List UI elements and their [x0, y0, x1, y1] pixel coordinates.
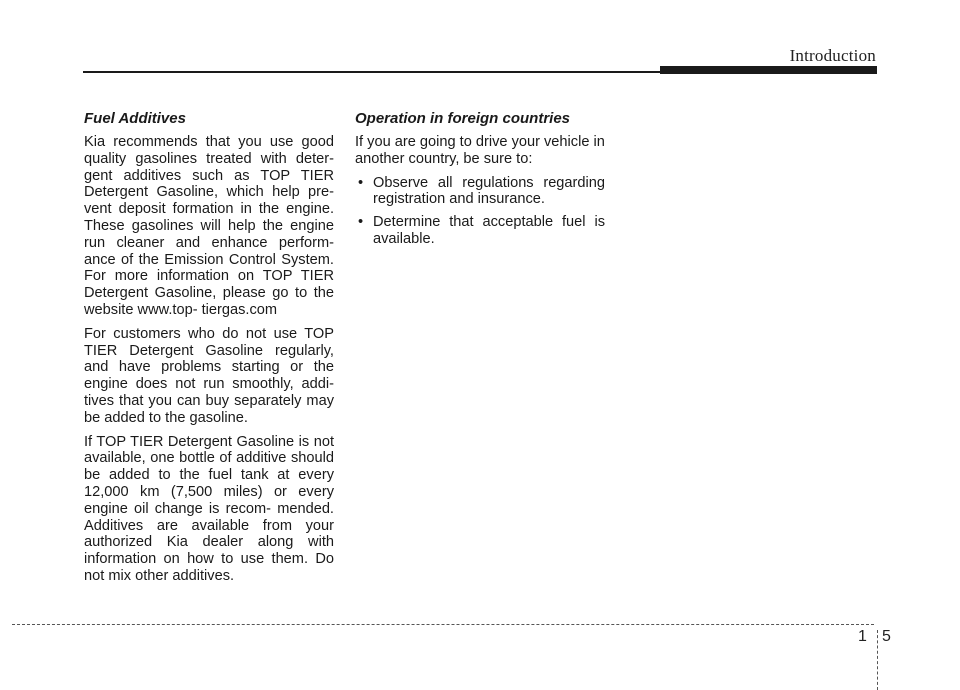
foreign-countries-heading: Operation in foreign countries [355, 110, 571, 127]
footer-divider [877, 630, 878, 690]
section-title: Introduction [789, 46, 876, 65]
bullet-icon: • [358, 214, 364, 231]
left-column [84, 110, 334, 592]
page-number: 5 [882, 628, 891, 645]
chapter-number: 1 [858, 628, 867, 645]
footer-rule [12, 624, 874, 625]
header-bar [660, 66, 877, 74]
foreign-countries-list [355, 175, 605, 248]
fuel-additives-paragraph-1: Kia recommends that you use good quality gasolines treated with deter- gent additives such as TOP TIER Detergent Gasoline, which help pre- vent deposit formation in the engine. These gasolines will help the engine run cleaner and enhance perform- ance of the Emission Control System. For more information on TOP TIER Detergent Gasoline, please go to the website www.top- tiergas.com [84, 134, 334, 318]
list-item-text: Observe all regulations regarding registration and insurance. [373, 174, 605, 208]
right-column [355, 110, 605, 254]
fuel-additives-paragraph-3: If TOP TIER Detergent Gasoline is not available, one bottle of additive should be added to the fuel tank at every 12,000 km (7,500 miles) or every engine oil change is recom- mended. Additives are available from your authorized Kia dealer along with information on how to use them. Do not mix other additives. [84, 433, 334, 584]
list-item [355, 175, 605, 209]
list-item [355, 214, 605, 248]
list-item-text: Determine that acceptable fuel is available. [373, 214, 605, 247]
bullet-icon: • [358, 174, 364, 191]
foreign-countries-intro: If you are going to drive your vehicle in another country, be sure to: [355, 134, 605, 167]
fuel-additives-paragraph-2: For customers who do not use TOP TIER Detergent Gasoline regularly, and have problems starting or the engine does not run smoothly, addi- tives that you can buy separately may be added to the gasoline. [84, 325, 334, 426]
fuel-additives-heading: Fuel Additives [84, 110, 186, 127]
header-rule [83, 71, 660, 73]
